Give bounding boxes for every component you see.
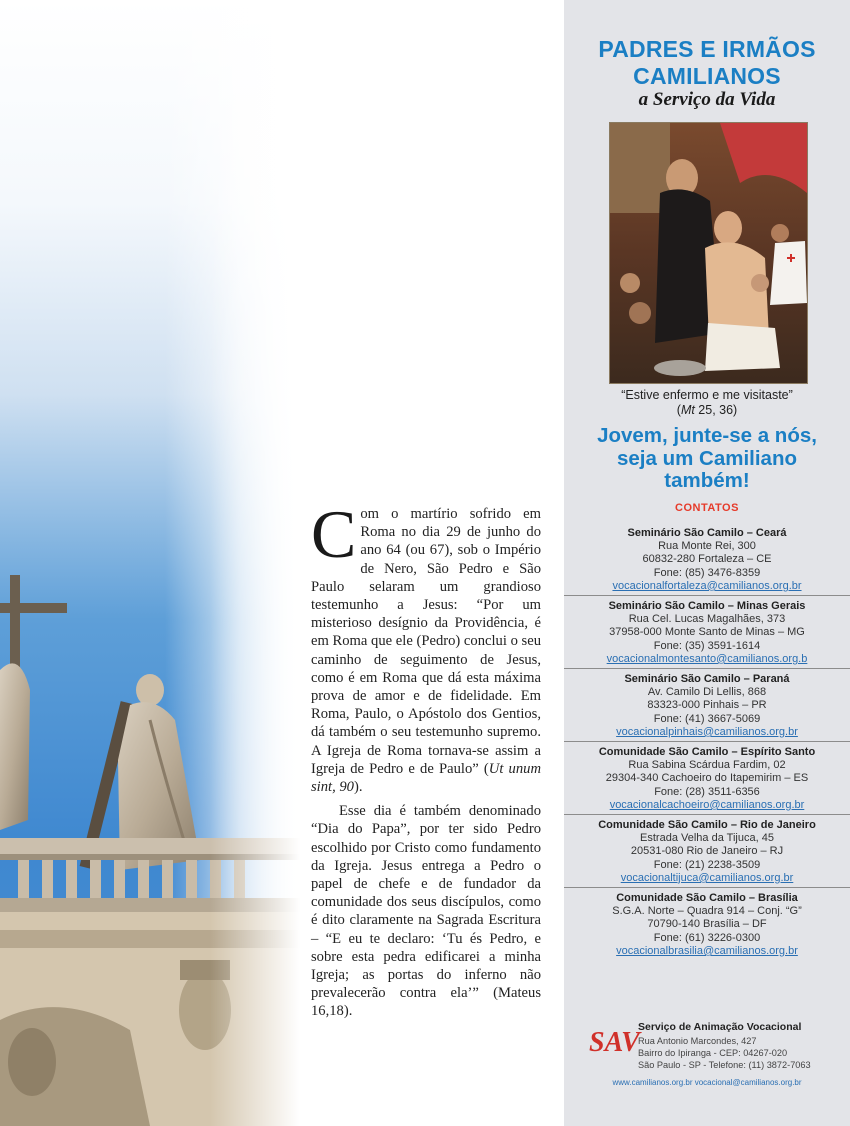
citation: Ut unum sint, 90 <box>311 760 541 796</box>
drop-cap: C <box>311 496 357 572</box>
divider <box>564 741 850 742</box>
basilica-statues-illustration <box>0 0 300 1126</box>
camilianos-ad-panel <box>564 0 850 1126</box>
sav-footer <box>588 1019 850 1079</box>
painting-illustration <box>610 123 807 383</box>
contact-phone: Fone: (21) 2238-3509 <box>653 858 761 871</box>
contact-parana <box>564 673 850 739</box>
contact-name: Seminário São Camilo – Minas Gerais <box>608 600 806 613</box>
contact-brasilia <box>564 892 850 958</box>
contact-city: 20531-080 Rio de Janeiro – RJ <box>630 845 784 858</box>
divider <box>564 595 850 596</box>
contact-city: 60832-280 Fortaleza – CE <box>642 553 772 566</box>
contact-email-link[interactable]: vocacionalbrasilia@camilianos.org.br <box>616 944 798 957</box>
contact-address: Av. Camilo Di Lellis, 868 <box>647 686 767 699</box>
divider <box>564 887 850 888</box>
article-body <box>311 496 541 1021</box>
contact-phone: Fone: (85) 3476-8359 <box>653 566 761 579</box>
article-paragraph-2: Esse dia é também denominado “Dia do Papa”, por ter sido Pedro escolhido por Cristo como fundamento da Igreja. Jesus entrega a Pedro o papel de chefe e de fundador da comunidade dos seus discípulos, como é dito claramente na Sagrada Escritura – “E eu te declaro: ‘Tu és Pedro, e sobre esta pedra edificarei a minha Igreja; as portas do inferno não prevalecerão contra ela’” (Mateus 16,18). <box>311 803 541 1020</box>
divider <box>564 814 850 815</box>
cta-line-1: Jovem, junte-se a nós, <box>597 424 817 447</box>
contact-email-link[interactable]: vocacionalmontesanto@camilianos.org.b <box>606 652 808 665</box>
contact-email-link[interactable]: vocacionalpinhais@camilianos.org.br <box>616 725 798 738</box>
contact-city: 37958-000 Monte Santo de Minas – MG <box>609 626 805 639</box>
saint-camillus-painting <box>609 122 808 384</box>
contact-name: Comunidade São Camilo – Rio de Janeiro <box>598 819 816 832</box>
scripture-quote <box>564 388 850 418</box>
contact-address: Rua Cel. Lucas Magalhães, 373 <box>628 613 786 626</box>
quote-book: Mt <box>680 403 695 417</box>
sav-organization-name: Serviço de Animação Vocacional <box>638 1021 802 1033</box>
paragraph-1-text: om o martírio sofrido em Roma no dia 29 de junho do ano 64 (ou 67), sob o Império de Nero, São Pedro e São Paulo selaram um grandioso testemunho a Jesus: “Por um misterioso desígnio da Providência, é em Roma que ele (Pedro) conclui o seu caminho de seguimento de Jesus, como é em Roma que dá esta máxima prova de amor e de fidelidade. Em Roma, Paulo, o Apóstolo dos Gentios, dá também o seu testemunho supremo. A Igreja de Roma tornava-se assim a Igreja de Pedro e de Paulo” ( <box>311 506 541 777</box>
divider <box>564 668 850 669</box>
contact-city: 70790-140 Brasília – DF <box>647 918 767 931</box>
contact-phone: Fone: (41) 3667-5069 <box>653 712 761 725</box>
ad-title <box>564 36 850 90</box>
basilica-photo <box>0 0 300 1126</box>
paragraph-1-tail: ). <box>353 779 363 796</box>
contact-address: S.G.A. Norte – Quadra 914 – Conj. “G” <box>612 905 802 918</box>
ad-title-line-2: CAMILIANOS <box>633 63 781 89</box>
ad-title-line-1: PADRES E IRMÃOS <box>598 36 816 62</box>
quote-text: “Estive enfermo e me visitaste” <box>621 388 793 402</box>
contact-name: Seminário São Camilo – Ceará <box>627 527 787 539</box>
contact-espirito-santo <box>564 746 850 812</box>
contacts-heading: CONTATOS <box>675 502 739 514</box>
sav-logo <box>588 1023 640 1058</box>
contact-address: Rua Sabina Scárdua Fardim, 02 <box>628 759 786 772</box>
sav-city-phone: São Paulo - SP - Telefone: (11) 3872-7063 <box>638 1060 811 1070</box>
cta-line-2: seja um Camiliano <box>616 446 797 470</box>
contact-phone: Fone: (28) 3511-6356 <box>654 785 760 798</box>
contact-name: Seminário São Camilo – Paraná <box>624 673 790 686</box>
contact-city: 29304-340 Cachoeiro do Itapemirim – ES <box>605 772 809 785</box>
sav-logo-text: SAV <box>589 1027 640 1058</box>
quote-reference: (Mt 25, 36) <box>676 403 738 417</box>
contact-phone: Fone: (35) 3591-1614 <box>653 639 761 652</box>
contact-phone: Fone: (61) 3226-0300 <box>653 931 761 944</box>
contact-rio-de-janeiro <box>564 819 850 885</box>
contact-email-link[interactable]: vocacionalfortaleza@camilianos.org.br <box>612 579 802 592</box>
contact-minas-gerais <box>564 600 850 666</box>
contact-name: Comunidade São Camilo – Espírito Santo <box>598 746 816 759</box>
sav-district: Bairro do Ipiranga - CEP: 04267-020 <box>638 1048 788 1058</box>
sav-website-email[interactable]: www.camilianos.org.br vocacional@camilianos.org.br <box>612 1078 802 1087</box>
contact-email-link[interactable]: vocacionaltijuca@camilianos.org.br <box>620 871 794 884</box>
contact-address: Rua Monte Rei, 300 <box>658 540 756 553</box>
contacts-list <box>564 527 850 960</box>
article-paragraph-1 <box>311 496 541 796</box>
ad-subtitle: a Serviço da Vida <box>638 89 776 110</box>
cta-line-3: também! <box>664 469 750 492</box>
contact-ceara <box>564 527 850 593</box>
contact-city: 83323-000 Pinhais – PR <box>647 699 767 712</box>
call-to-action <box>564 425 850 493</box>
contact-address: Estrada Velha da Tijuca, 45 <box>640 832 774 845</box>
contact-email-link[interactable]: vocacionalcachoeiro@camilianos.org.br <box>609 798 805 811</box>
sav-address: Rua Antonio Marcondes, 427 <box>638 1036 757 1046</box>
contact-name: Comunidade São Camilo – Brasília <box>616 892 798 905</box>
